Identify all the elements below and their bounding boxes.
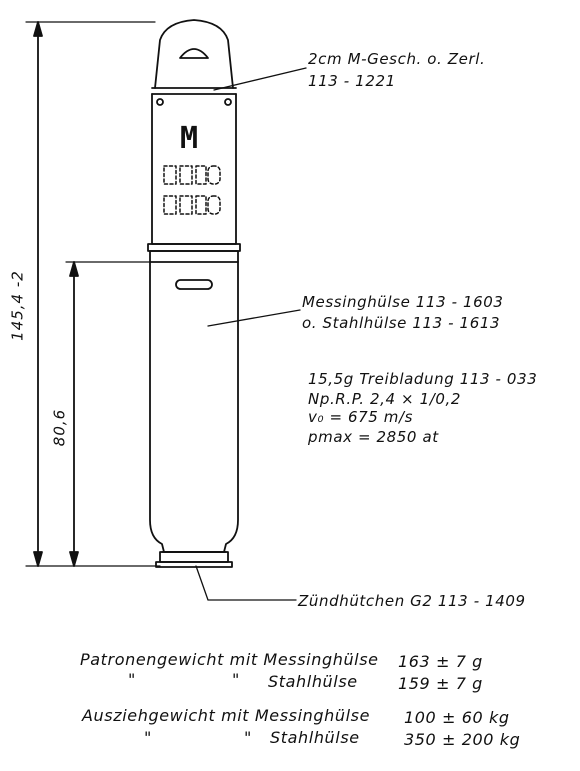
weight-row2-ditto-1: " — [128, 670, 136, 689]
case-length-text: 80,6 — [50, 408, 69, 447]
case-label-line1: Messinghülse 113 - 1603 — [302, 293, 504, 311]
projectile-label-line2: 113 - 1221 — [308, 72, 396, 90]
weight-row2-ditto-2: " — [232, 670, 240, 689]
overall-length-dimension-line — [26, 22, 160, 566]
primer-leader-line — [196, 566, 296, 600]
weight-row2-name: Stahlhülse — [268, 672, 358, 691]
charge-info-line1: 15,5g Treibladung 113 - 033 — [308, 370, 538, 388]
overall-length-text: 145,4 -2 — [8, 270, 27, 341]
weight-row4-name: Stahlhülse — [270, 728, 360, 747]
primer-label: Zündhütchen G2 113 - 1409 — [298, 592, 526, 610]
weight-row3-value: 100 ± 60 kg — [404, 708, 510, 727]
projectile-label-line1: 2cm M-Gesch. o. Zerl. — [308, 50, 486, 68]
weight-row2-value: 159 ± 7 g — [398, 674, 483, 693]
charge-info-line3: v₀ = 675 m/s — [308, 408, 414, 426]
charge-info-line2: Np.R.P. 2,4 × 1/0,2 — [308, 390, 462, 408]
charge-info-line4: pmax = 2850 at — [308, 428, 439, 446]
weight-row1-name: Patronengewicht mit Messinghülse — [80, 650, 379, 669]
case-label-line2: o. Stahlhülse 113 - 1613 — [302, 314, 501, 332]
case-leader-line — [208, 310, 300, 326]
weight-row4-ditto-2: " — [244, 728, 252, 747]
weight-row4-ditto-1: " — [144, 728, 152, 747]
projectile-mark-letter: M — [180, 121, 199, 156]
case-mouth — [148, 244, 240, 262]
weight-row1-value: 163 ± 7 g — [398, 652, 483, 671]
weight-row4-value: 350 ± 200 kg — [404, 730, 521, 749]
cartridge-case — [150, 262, 238, 567]
weight-row3-name: Ausziehgewicht mit Messinghülse — [82, 706, 371, 725]
case-length-dimension-line — [66, 262, 150, 566]
projectile-leader-line — [214, 68, 306, 90]
